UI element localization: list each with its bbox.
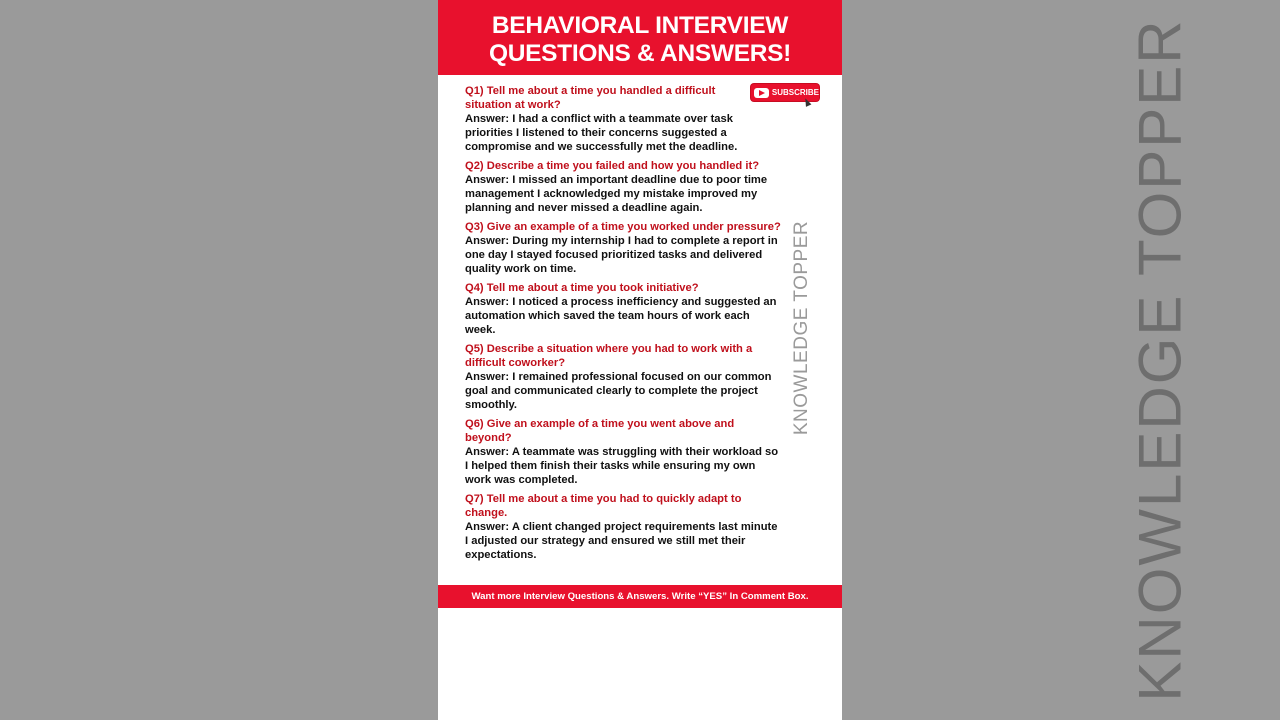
question: Q1) Tell me about a time you handled a difficult situation at work?: [465, 85, 716, 111]
subscribe-label: SUBSCRIBE: [771, 88, 819, 97]
footer-banner: Want more Interview Questions & Answers. Write “YES” In Comment Box.: [438, 585, 842, 608]
question: Q5) Describe a situation where you had to work with a difficult coworker?: [465, 343, 753, 369]
question: Q2) Describe a time you failed and how you handled it?: [465, 160, 760, 172]
title-line-2: QUESTIONS & ANSWERS!: [488, 40, 792, 67]
qa-item: [465, 492, 783, 562]
qa-item: [465, 281, 783, 337]
answer: Answer: I missed an important deadline due to poor time management I acknowledged my mistake improved my planning and never missed a deadline again.: [465, 174, 768, 214]
answer: Answer: A teammate was struggling with their workload so I helped them finish their tasks while ensuring my own work was completed.: [465, 446, 779, 486]
qa-item: [465, 220, 783, 276]
title-line-1: BEHAVIORAL INTERVIEW: [491, 12, 789, 39]
question: Q4) Tell me about a time you took initiative?: [465, 282, 699, 294]
qa-item: [465, 342, 783, 412]
answer: Answer: A client changed project requirements last minute I adjusted our strategy and ensured we still met their expectations.: [465, 521, 778, 561]
question: Q7) Tell me about a time you had to quickly adapt to change.: [465, 493, 742, 519]
qa-item: [465, 417, 783, 487]
watermark: KNOWLEDGE TOPPER: [791, 220, 812, 436]
question: Q3) Give an example of a time you worked under pressure?: [465, 221, 781, 233]
qa-item: [465, 84, 783, 154]
background-watermark: KNOWLEDGE TOPPER: [1126, 18, 1194, 702]
question: Q6) Give an example of a time you went above and beyond?: [465, 418, 735, 444]
qa-list: [465, 84, 783, 567]
answer: Answer: I had a conflict with a teammate over task priorities I listened to their concerns suggested a compromise and we successfully met the deadline.: [465, 113, 738, 153]
answer: Answer: During my internship I had to complete a report in one day I stayed focused prioritized tasks and delivered quality work on time.: [465, 235, 778, 275]
answer: Answer: I noticed a process inefficiency and suggested an automation which saved the team hours of work each week.: [465, 296, 777, 336]
title-banner: [438, 0, 842, 75]
video-frame: [438, 0, 842, 720]
youtube-play-icon: [754, 88, 769, 98]
qa-item: [465, 159, 783, 215]
answer: Answer: I remained professional focused on our common goal and communicated clearly to complete the project smoothly.: [465, 371, 772, 411]
